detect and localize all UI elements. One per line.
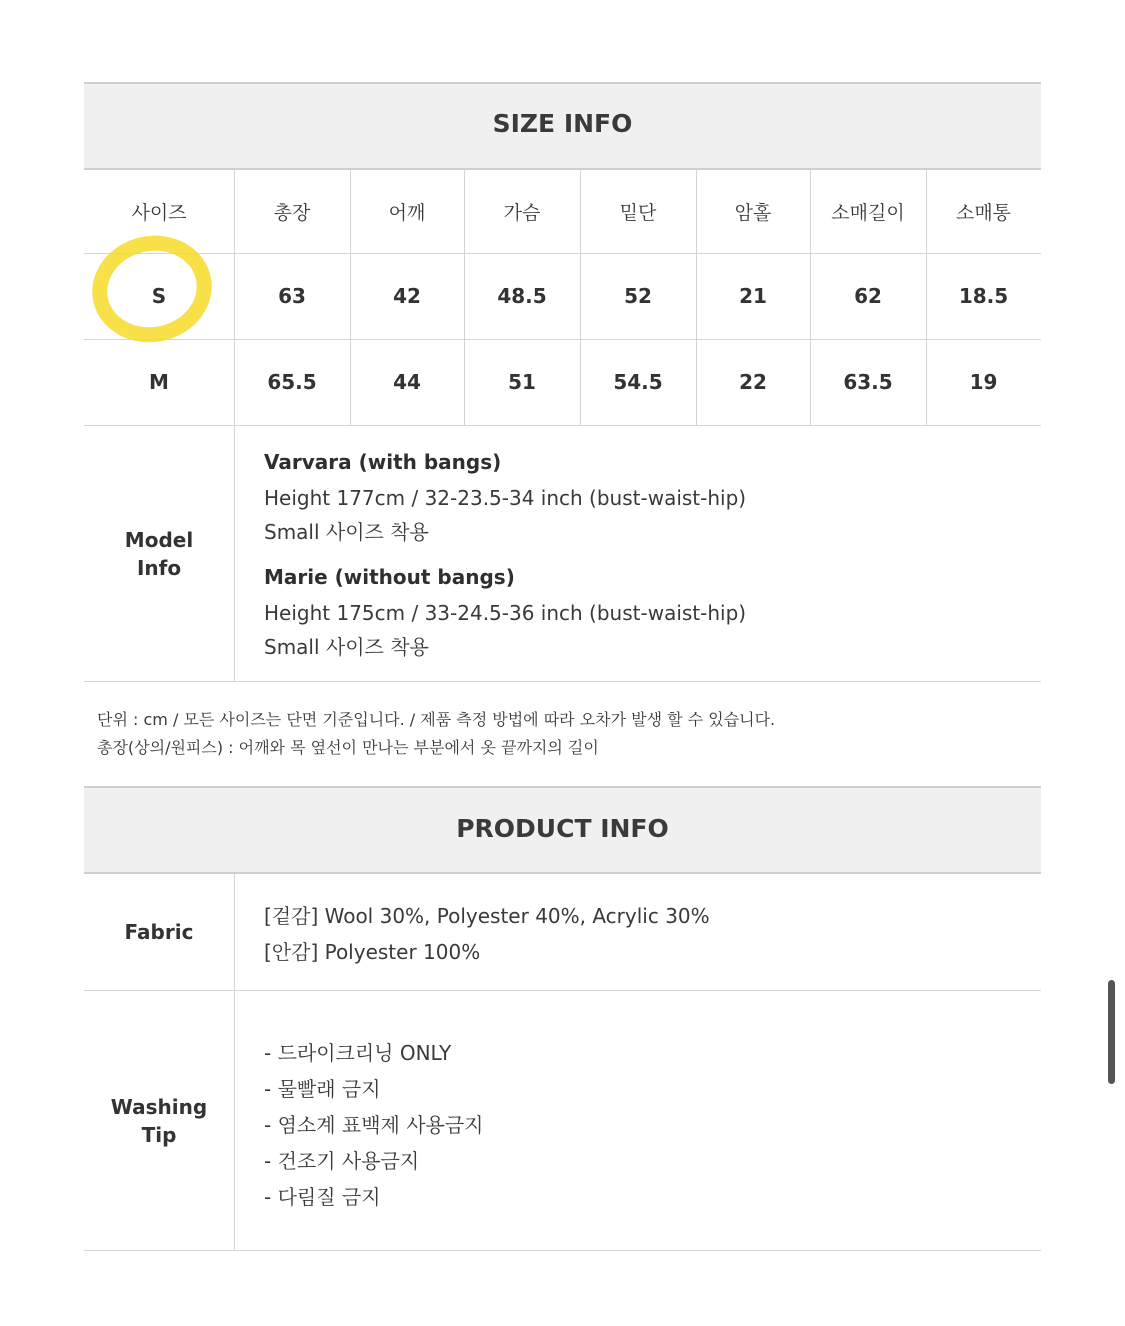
value-cell: 22: [739, 370, 767, 394]
washing-tip-label-line2: Tip: [141, 1123, 177, 1147]
model-name: Marie (without bangs): [264, 565, 515, 589]
header-armhole: 암홀: [734, 201, 772, 224]
value-cell: 19: [969, 370, 998, 394]
column-divider: [464, 169, 465, 425]
header-hem: 밑단: [619, 201, 657, 224]
value-cell: 62: [854, 284, 882, 308]
model-name: Varvara (with bangs): [264, 450, 502, 474]
fabric-outer: [겉감] Wool 30%, Polyester 40%, Acrylic 30%: [264, 904, 710, 928]
fabric-bottom-border: [84, 990, 1041, 991]
value-cell: 51: [508, 370, 536, 394]
value-cell: 48.5: [497, 284, 547, 308]
product-info-band-bottom-border: [84, 872, 1041, 874]
model-info-bottom-border: [84, 681, 1041, 682]
value-cell: 63: [278, 284, 306, 308]
value-cell: 18.5: [958, 284, 1009, 308]
size-cell: M: [149, 370, 169, 394]
header-sleeve-width: 소매통: [955, 201, 1012, 224]
column-divider: [234, 426, 235, 681]
list-item: - 염소계 표백제 사용금지: [264, 1113, 484, 1137]
model-info-label-line1: Model: [124, 528, 194, 552]
column-divider: [696, 169, 697, 425]
washing-tip-label-line1: Washing: [110, 1095, 208, 1119]
fabric-lining: [안감] Polyester 100%: [264, 940, 481, 964]
size-cell: S: [151, 284, 167, 308]
washing-tip-label: [84, 1093, 234, 1149]
header-sleeve-length: 소매길이: [831, 201, 905, 224]
column-divider: [234, 874, 235, 990]
list-item: - 물빨래 금지: [264, 1077, 381, 1101]
model-size-note: Small 사이즈 착용: [264, 520, 429, 544]
column-divider: [350, 169, 351, 425]
value-cell: 42: [393, 284, 421, 308]
value-cell: 44: [393, 370, 421, 394]
length-definition-note: 총장(상의/원피스) : 어깨와 목 옆선이 만나는 부분에서 옷 끝까지의 길이: [97, 738, 599, 757]
scrollbar[interactable]: [1108, 980, 1115, 1084]
model-info-label-line2: Info: [136, 556, 182, 580]
column-divider: [926, 169, 927, 425]
measurement-note: 단위 : cm / 모든 사이즈는 단면 기준입니다. / 제품 측정 방법에 따라 오차가 발생 할 수 있습니다.: [97, 710, 776, 729]
model-size-note: Small 사이즈 착용: [264, 635, 429, 659]
product-info-title: PRODUCT INFO: [456, 814, 669, 843]
column-divider: [580, 169, 581, 425]
fabric-label: Fabric: [124, 920, 194, 944]
value-cell: 65.5: [267, 370, 317, 394]
list-item: - 건조기 사용금지: [264, 1149, 420, 1173]
value-cell: 21: [739, 284, 767, 308]
list-item: - 드라이크리닝 ONLY: [264, 1041, 452, 1065]
washing-bottom-border: [84, 1250, 1041, 1251]
list-item: - 다림질 금지: [264, 1185, 381, 1209]
header-chest: 가슴: [503, 201, 541, 224]
value-cell: 52: [624, 284, 652, 308]
model-measurements: Height 175cm / 33-24.5-36 inch (bust-waist-hip): [264, 601, 747, 625]
column-divider: [234, 169, 235, 425]
header-shoulder: 어깨: [388, 201, 426, 224]
value-cell: 63.5: [843, 370, 893, 394]
header-total-length: 총장: [273, 201, 311, 224]
model-info-label: [84, 526, 234, 582]
column-divider: [234, 991, 235, 1250]
value-cell: 54.5: [613, 370, 663, 394]
column-divider: [810, 169, 811, 425]
size-table-divider: [84, 425, 1041, 426]
model-measurements: Height 177cm / 32-23.5-34 inch (bust-waist-hip): [264, 486, 747, 510]
header-size: 사이즈: [131, 201, 187, 224]
size-info-title: SIZE INFO: [492, 109, 633, 138]
